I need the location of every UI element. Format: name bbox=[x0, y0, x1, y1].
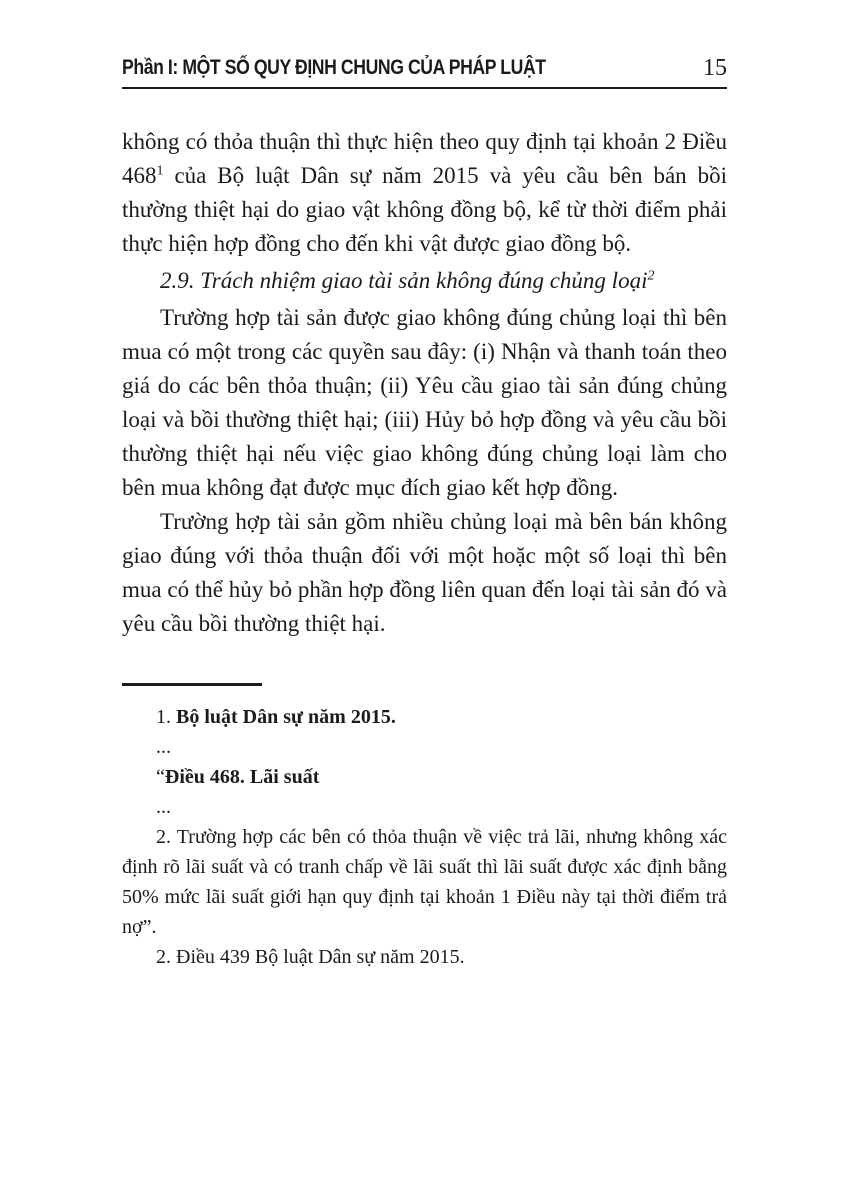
footnote-clause-2: 2. Trường hợp các bên có thỏa thuận về việc trả lãi, nhưng không xác định rõ lãi suất và có tranh chấp về lãi suất thì lãi suất được xác định bằng 50% mức lãi suất giới hạn quy định tại khoản 1 Điều này tại thời điểm trả nợ”. bbox=[122, 826, 727, 938]
page-number: 15 bbox=[703, 55, 727, 81]
section-heading-2-9 bbox=[122, 264, 727, 298]
running-header-title: Phần I: MỘT SỐ QUY ĐỊNH CHUNG CỦA PHÁP LUẬT bbox=[122, 56, 546, 79]
footnote-article-heading bbox=[122, 762, 727, 792]
footnote-2: 2. Điều 439 Bộ luật Dân sự năm 2015. bbox=[156, 946, 465, 968]
body-paragraph-3: Trường hợp tài sản gồm nhiều chủng loại mà bên bán không giao đúng với thỏa thuận đối với một hoặc một số loại thì bên mua có thể hủy bỏ phần hợp đồng liên quan đến loại tài sản đó và yêu cầu bồi thường thiệt hại. bbox=[122, 509, 727, 636]
body-text bbox=[122, 125, 727, 641]
running-header bbox=[122, 56, 727, 89]
footnote-ellipsis-2: ... bbox=[156, 796, 171, 818]
footnote-ref-2: 2 bbox=[647, 268, 655, 284]
footnotes-section bbox=[122, 683, 727, 972]
footnote-1 bbox=[122, 702, 727, 732]
footnote-1-number: 1. bbox=[156, 706, 176, 728]
footnote-separator bbox=[122, 683, 262, 686]
footnote-article-title: Điều 468. Lãi suất bbox=[164, 766, 320, 788]
section-heading-text: 2.9. Trách nhiệm giao tài sản không đúng chủng loại bbox=[160, 268, 648, 293]
body-paragraph-2: Trường hợp tài sản được giao không đúng chủng loại thì bên mua có một trong các quyền sau đây: (i) Nhận và thanh toán theo giá do các bên thỏa thuận; (ii) Yêu cầu giao tài sản đúng chủng loại và bồi thường thiệt hại; (iii) Hủy bỏ hợp đồng và yêu cầu bồi thường thiệt hại nếu việc giao không đúng chủng loại làm cho bên mua không đạt được mục đích giao kết hợp đồng. bbox=[122, 305, 727, 500]
paragraph-1-text: không có thỏa thuận thì thực hiện theo quy định tại khoản 2 Điều 468 bbox=[122, 129, 727, 188]
footnote-ref-1: 1 bbox=[156, 163, 164, 179]
footnote-1-citation: Bộ luật Dân sự năm 2015. bbox=[176, 706, 396, 728]
paragraph-1-text-cont: của Bộ luật Dân sự năm 2015 và yêu cầu bên bán bồi thường thiệt hại do giao vật không đồng bộ, kể từ thời điểm phải thực hiện hợp đồng cho đến khi vật được giao đồng bộ. bbox=[122, 163, 727, 256]
footnote-ellipsis-1: ... bbox=[156, 736, 171, 758]
body-paragraph-1 bbox=[122, 125, 727, 261]
footnote-article-quote: “ bbox=[156, 766, 165, 788]
